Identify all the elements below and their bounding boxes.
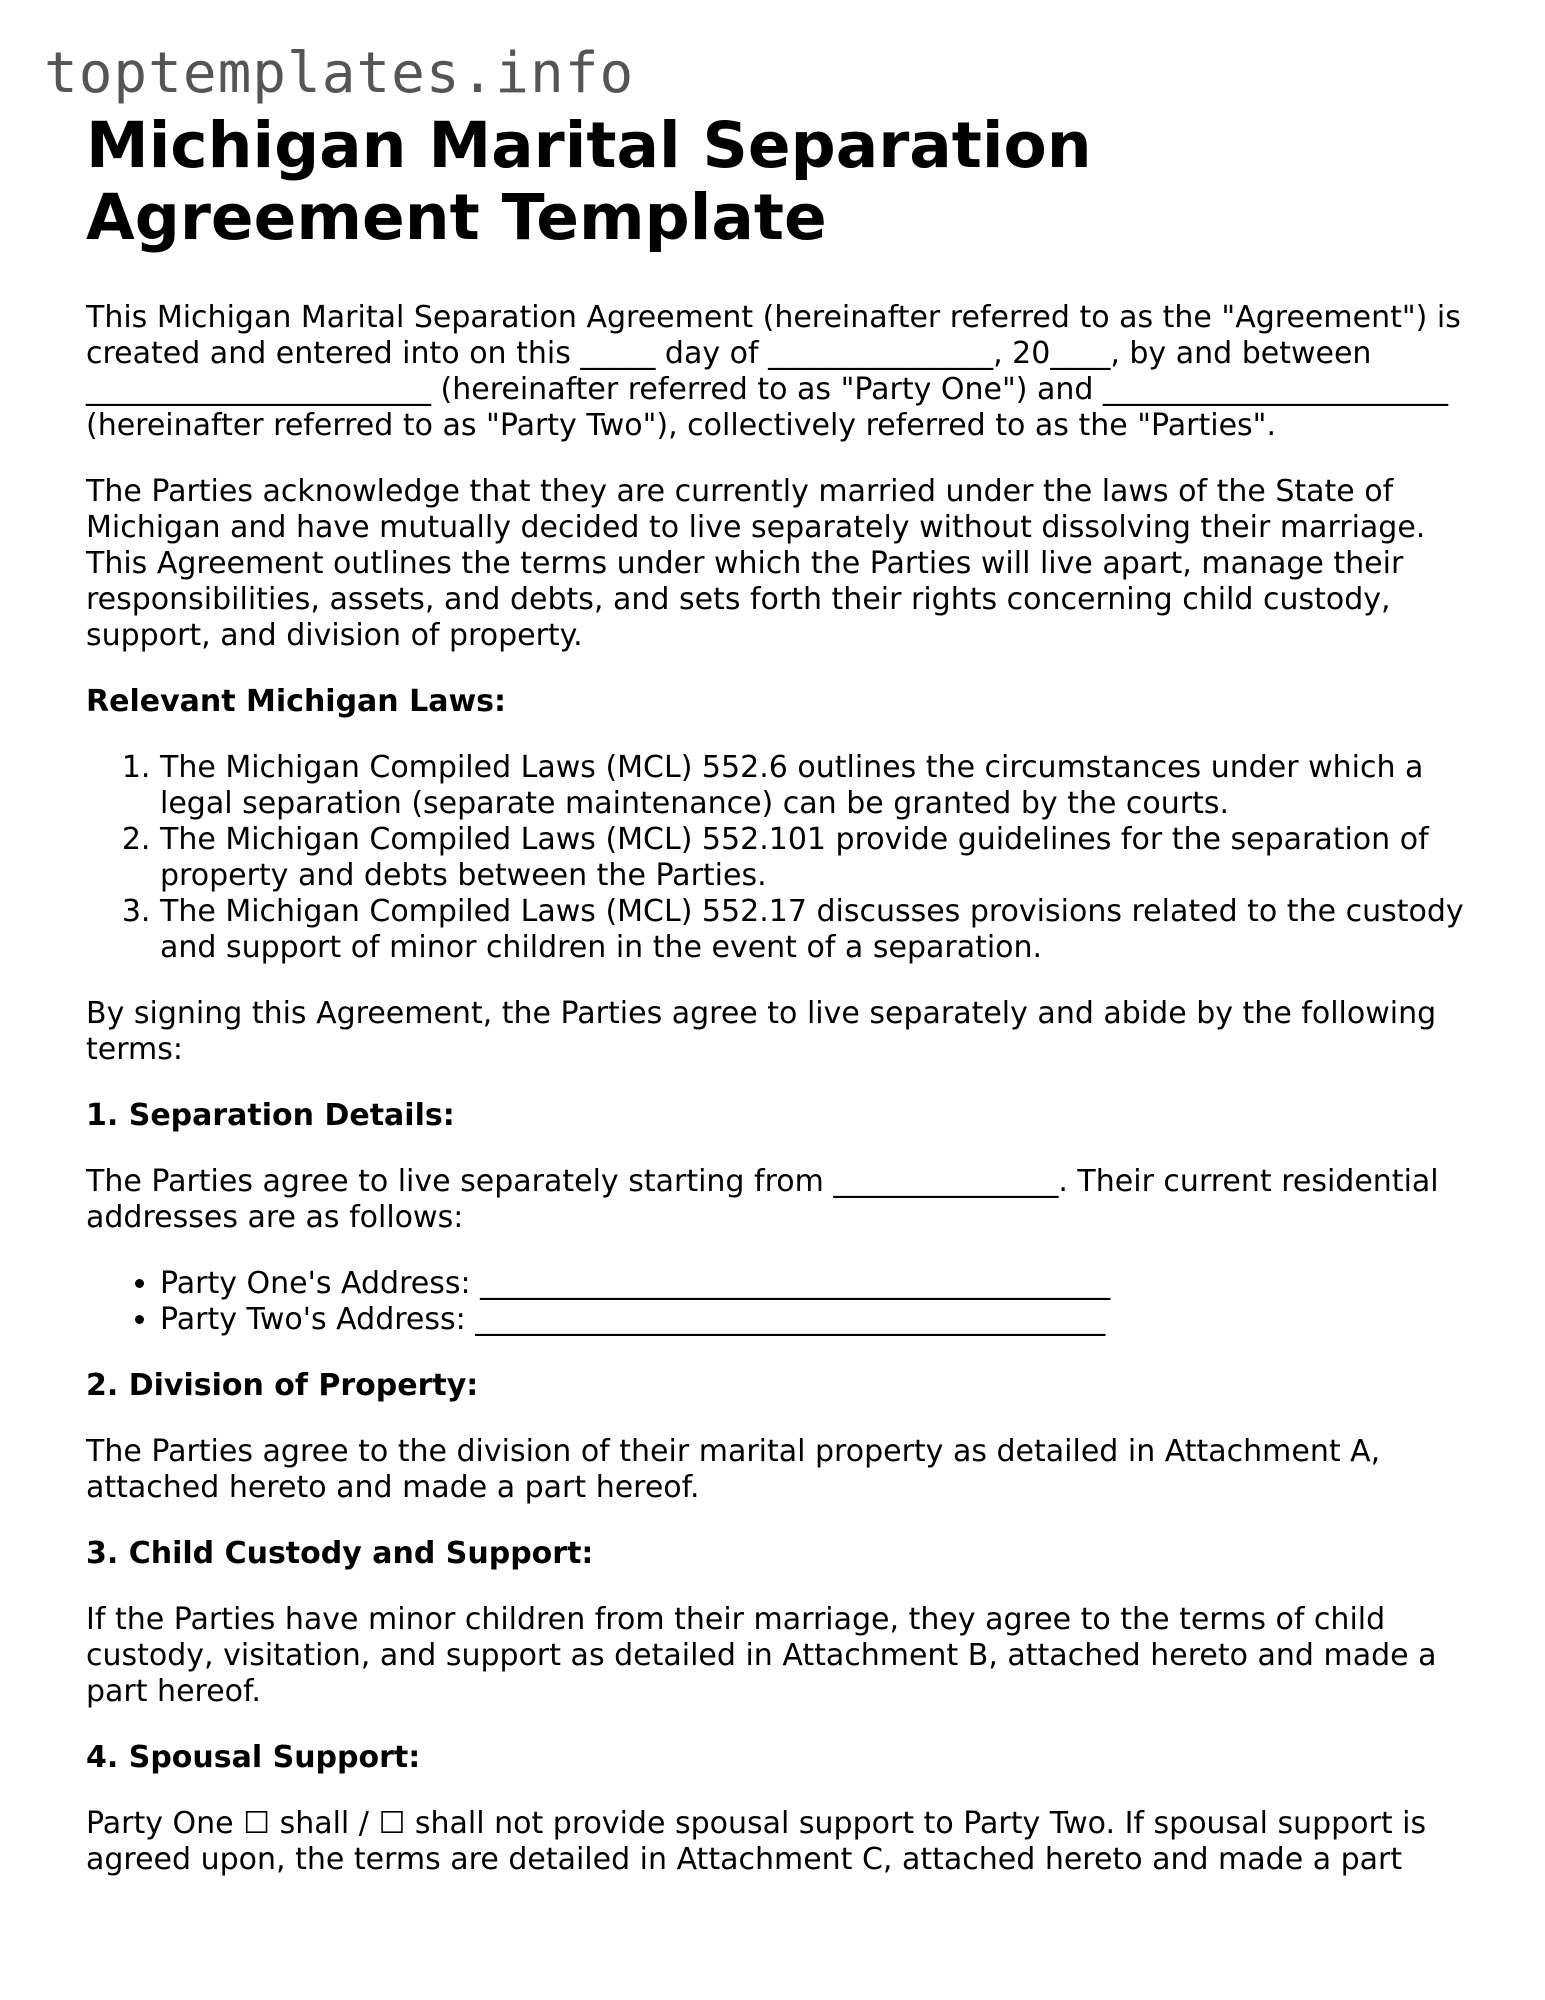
law-item: 2. The Michigan Compiled Laws (MCL) 552.101 provide guidelines for the separation of property and debts between the Parties. <box>160 822 1466 894</box>
section-4-heading: 4. Spousal Support: <box>86 1740 421 1775</box>
acknowledge-paragraph: The Parties acknowledge that they are currently married under the laws of the State of Michigan and have mutually decided to live separately without dissolving their marriage. This Agreement outlines the terms under which the Parties will live apart, manage their responsibilities, assets, and debts, and sets forth their rights concerning child custody, support, and division of property. <box>86 474 1426 653</box>
section-4-text: Party One ☐ shall / ☐ shall not provide spousal support to Party Two. If spousal support is agreed upon, the terms are detailed in Attachment C, attached hereto and made a part <box>86 1806 1427 1877</box>
laws-heading: Relevant Michigan Laws: <box>86 684 507 719</box>
document-title: Michigan Marital Separation Agreement Template <box>86 109 1092 254</box>
watermark: toptemplates.info <box>44 41 635 106</box>
signing-paragraph: By signing this Agreement, the Parties agree to live separately and abide by the following terms: <box>86 996 1437 1067</box>
party-two-address: • Party Two's Address: __________________________________________ <box>160 1302 1466 1338</box>
law-item: 3. The Michigan Compiled Laws (MCL) 552.17 discusses provisions related to the custody and support of minor children in the event of a separation. <box>160 894 1466 966</box>
section-1-heading: 1. Separation Details: <box>86 1098 455 1133</box>
party-one-address: • Party One's Address: __________________________________________ <box>160 1266 1466 1302</box>
section-3-text: If the Parties have minor children from their marriage, they agree to the terms of child custody, visitation, and support as detailed in Attachment B, attached hereto and made a part hereof. <box>86 1602 1437 1709</box>
laws-list <box>86 750 1466 966</box>
document-body <box>86 110 1466 1878</box>
section-2-heading: 2. Division of Property: <box>86 1368 479 1403</box>
address-list <box>86 1266 1466 1338</box>
section-1-text: The Parties agree to live separately starting from _______________. Their current residential addresses are as follows: <box>86 1164 1439 1235</box>
law-item: 1. The Michigan Compiled Laws (MCL) 552.6 outlines the circumstances under which a legal separation (separate maintenance) can be granted by the courts. <box>160 750 1466 822</box>
section-2-text: The Parties agree to the division of their marital property as detailed in Attachment A, attached hereto and made a part hereof. <box>86 1434 1381 1505</box>
intro-paragraph: This Michigan Marital Separation Agreement (hereinafter referred to as the "Agreement") is created and entered into on this _____ day of _______________, 20____, by and between _______________________ (hereinafter referred to as "Party One") and _______________________ (hereinafter referred to as "Party Two"), collectively referred to as the "Parties". <box>86 300 1461 443</box>
section-3-heading: 3. Child Custody and Support: <box>86 1536 594 1571</box>
